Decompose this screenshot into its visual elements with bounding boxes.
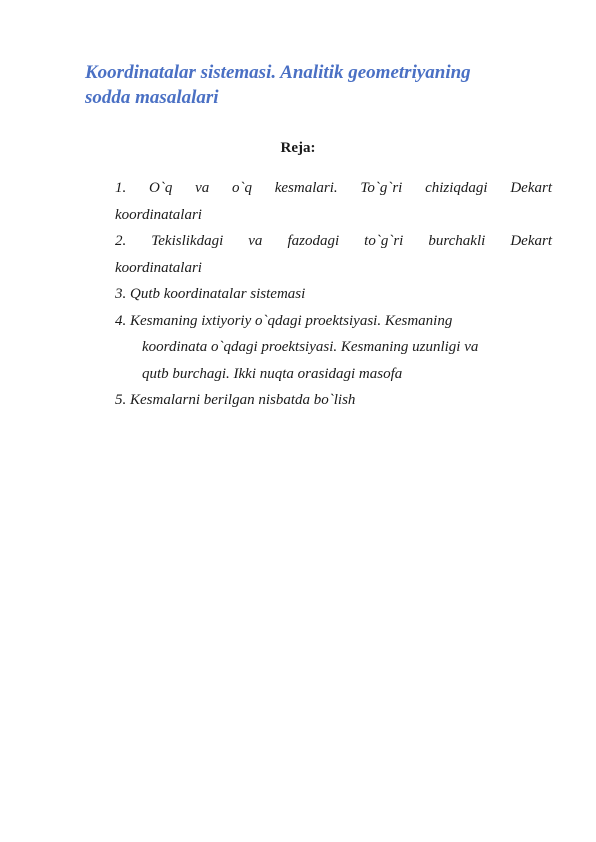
plan-item-1-line-1: 1. O`q va o`q kesmalari. To`g`ri chiziqdagi Dekart [115,180,552,196]
plan-item-3-line-1: 3. Qutb koordinatalar sistemasi [115,286,306,302]
plan-item-4-line-2: koordinata o`qdagi proektsiyasi. Kesmaning uzunligi va [142,339,479,355]
plan-item-1 [115,175,552,228]
plan-item-4-line-3: qutb burchagi. Ikki nuqta orasidagi masofa [142,365,403,382]
plan-heading: Reja: [280,140,316,156]
title-line-2: sodda masalalari [85,87,219,108]
plan-item-2 [115,228,552,281]
plan-item-4-line-1: 4. Kesmaning ixtiyoriy o`qdagi proektsiyasi. Kesmaning [115,312,453,329]
plan-item-2-line-2: koordinatalari [115,259,202,276]
plan-item-3 [115,281,552,308]
plan-item-5-line-1: 5. Kesmalarni berilgan nisbatda bo`lish [115,392,356,408]
plan-list [115,175,552,414]
plan-item-1-line-2: koordinatalari [115,206,202,223]
title-line-1: Koordinatalar sistemasi. Analitik geometriyaning [85,62,471,83]
plan-item-4 [115,308,552,388]
plan-item-5 [115,387,552,414]
document-title [85,60,555,110]
plan-item-2-line-1: 2. Tekislikdagi va fazodagi to`g`ri burchakli Dekart [115,233,552,249]
